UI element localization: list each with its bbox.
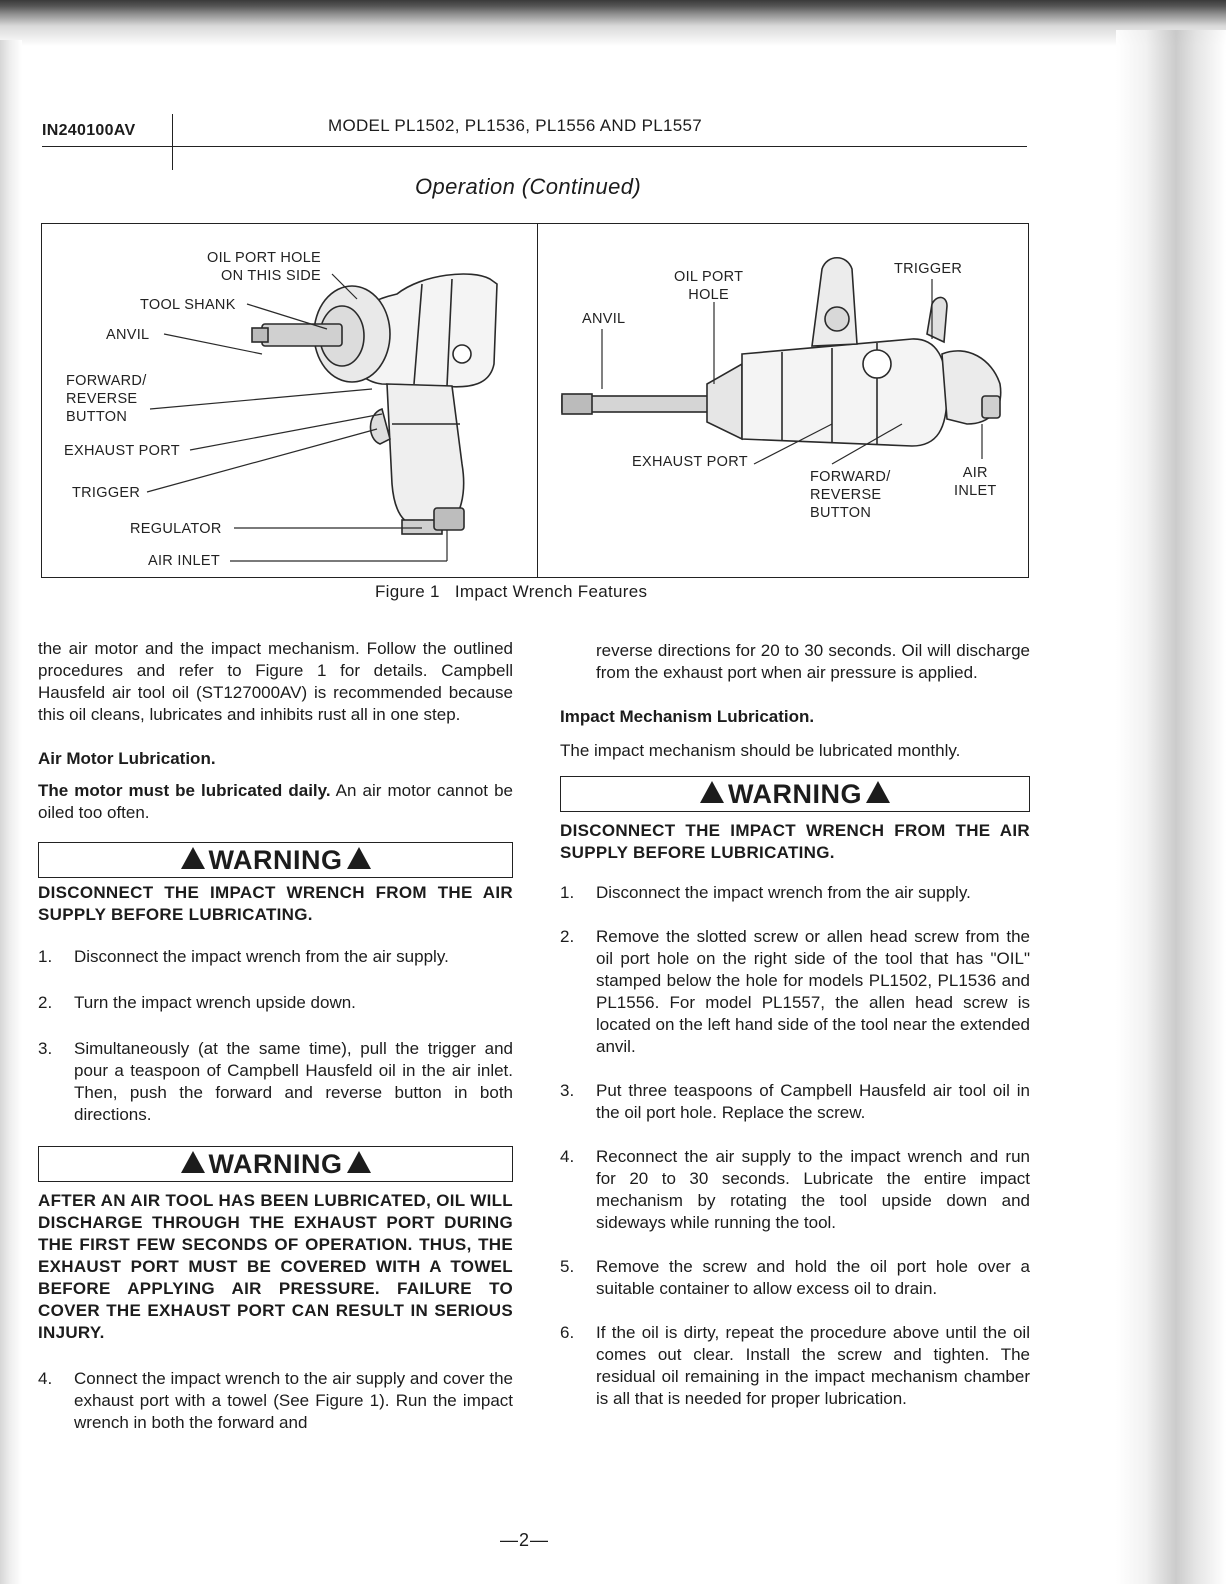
- left-step-4: [38, 1368, 513, 1434]
- warning-title: WARNING: [208, 845, 343, 875]
- step-number: 2.: [38, 993, 53, 1012]
- inline-wrench-drawing: [562, 258, 1001, 446]
- step-number: 6.: [560, 1323, 575, 1342]
- callout-anvil-right: ANVIL: [582, 311, 626, 327]
- right-step-2: [560, 926, 1030, 1058]
- scan-shadow-top: [0, 0, 1226, 50]
- page-number: —2—: [500, 1530, 550, 1550]
- continuation-paragraph: reverse directions for 20 to 30 seconds. Oil will discharge from the exhaust port when air pressure is applied.: [596, 641, 1030, 682]
- warning-text-2: AFTER AN AIR TOOL HAS BEEN LUBRICATED, OIL WILL DISCHARGE THROUGH THE EXHAUST PORT DURING THE FIRST FEW SECONDS OF OPERATION. THUS, THE EXHAUST PORT MUST BE COVERED WITH A TOWEL BEFORE APPLYING AIR PRESSURE. FAILURE TO COVER THE EXHAUST PORT CAN RESULT IN SERIOUS INJURY.: [38, 1191, 513, 1342]
- callout-exhaust-port: EXHAUST PORT: [64, 443, 180, 459]
- document-code: IN240100AV: [42, 122, 136, 139]
- warning-box-3: [560, 776, 1030, 812]
- step-text: Simultaneously (at the same time), pull the trigger and pour a teaspoon of Campbell Hausfeld oil in the air inlet. Then, push the forward and reverse button in both directions.: [74, 1039, 513, 1124]
- step-number: 3.: [38, 1039, 53, 1058]
- callout-air-inlet-right: AIR INLET: [954, 465, 997, 499]
- header-divider-tick: [172, 114, 173, 170]
- callout-regulator: REGULATOR: [130, 521, 222, 537]
- step-text: Turn the impact wrench upside down.: [74, 993, 356, 1012]
- right-step-3: [560, 1080, 1030, 1124]
- step-number: 5.: [560, 1257, 575, 1276]
- step-text: Remove the screw and hold the oil port hole over a suitable container to allow excess oil to drain.: [596, 1257, 1030, 1298]
- callout-forward-reverse-button: FORWARD/ REVERSE BUTTON: [66, 373, 147, 425]
- header-rule: [42, 146, 1027, 147]
- right-column: [560, 640, 1030, 1410]
- air-motor-heading: Air Motor Lubrication.: [38, 749, 216, 768]
- callout-trigger-right: TRIGGER: [894, 261, 963, 277]
- scan-shadow-right: [1116, 30, 1226, 1584]
- warning-triangle-icon: [700, 781, 724, 803]
- pistol-wrench-drawing: [252, 274, 497, 534]
- figure-1: [41, 223, 1029, 578]
- callout-forward-reverse-button-right: FORWARD/ REVERSE BUTTON: [810, 469, 891, 521]
- callout-oil-port-hole-right: OIL PORT HOLE: [674, 269, 744, 303]
- impact-mechanism-heading: Impact Mechanism Lubrication.: [560, 707, 815, 726]
- left-step-3: [38, 1038, 513, 1126]
- warning-triangle-icon: [866, 781, 890, 803]
- warning-triangle-icon: [181, 847, 205, 869]
- scan-shadow-left: [0, 40, 22, 1584]
- warning-box-2: [38, 1146, 513, 1182]
- warning-triangle-icon: [347, 847, 371, 869]
- callout-tool-shank: TOOL SHANK: [140, 297, 236, 313]
- step-text: If the oil is dirty, repeat the procedure above until the oil comes out clear. Install the screw and tighten. The residual oil remaining in the impact mechanism chamber is all that is needed for proper lubrication.: [596, 1323, 1030, 1408]
- step-number: 4.: [560, 1147, 575, 1166]
- callout-air-inlet: AIR INLET: [148, 553, 220, 569]
- left-step-1: [38, 946, 513, 968]
- air-motor-paragraph: [38, 780, 513, 824]
- air-motor-rest: An air motor cannot be oiled too often.: [38, 781, 513, 822]
- step-text: Put three teaspoons of Campbell Hausfeld air tool oil in the oil port hole. Replace the screw.: [596, 1081, 1030, 1122]
- step-number: 2.: [560, 927, 575, 946]
- warning-text-3: DISCONNECT THE IMPACT WRENCH FROM THE AIR SUPPLY BEFORE LUBRICATING.: [560, 821, 1030, 862]
- warning-title: WARNING: [208, 1149, 343, 1179]
- step-number: 3.: [560, 1081, 575, 1100]
- page-header: [42, 110, 1032, 170]
- step-text: Connect the impact wrench to the air supply and cover the exhaust port with a towel (See Figure 1). Run the impact wrench in both the forward and: [74, 1369, 513, 1432]
- right-step-6: [560, 1322, 1030, 1410]
- impact-mechanism-intro: The impact mechanism should be lubricated monthly.: [560, 741, 961, 760]
- warning-triangle-icon: [181, 1151, 205, 1173]
- air-motor-bold: The motor must be lubricated daily.: [38, 781, 331, 800]
- model-line: MODEL PL1502, PL1536, PL1556 AND PL1557: [328, 116, 702, 135]
- step-number: 1.: [38, 947, 53, 966]
- callout-anvil: ANVIL: [106, 327, 150, 343]
- step-text: Remove the slotted screw or allen head screw from the oil port hole on the right side of the tool that has "OIL" stamped below the hole for models PL1502, PL1536 and PL1556. For model PL1557, the allen head screw is located on the left hand side of the tool near the extended anvil.: [596, 927, 1030, 1056]
- right-step-5: [560, 1256, 1030, 1300]
- intro-paragraph: the air motor and the impact mechanism. Follow the outlined procedures and refer to Figure 1 for details. Campbell Hausfeld air tool oil (ST127000AV) is recommended because this oil cleans, lubricates and inhibits rust all in one step.: [38, 639, 513, 724]
- warning-box-1: [38, 842, 513, 878]
- right-step-1: [560, 882, 1030, 904]
- callout-exhaust-port-right: EXHAUST PORT: [632, 454, 748, 470]
- left-column: [38, 638, 513, 1434]
- figure-caption: Figure 1 Impact Wrench Features: [375, 582, 648, 601]
- section-title: Operation (Continued): [415, 174, 642, 199]
- warning-title: WARNING: [728, 779, 862, 809]
- step-text: Disconnect the impact wrench from the air supply.: [74, 947, 449, 966]
- right-step-4: [560, 1146, 1030, 1234]
- warning-text-1: DISCONNECT THE IMPACT WRENCH FROM THE AIR SUPPLY BEFORE LUBRICATING.: [38, 883, 513, 924]
- callout-oil-port-hole: OIL PORT HOLE ON THIS SIDE: [207, 250, 322, 284]
- warning-triangle-icon: [347, 1151, 371, 1173]
- step-number: 4.: [38, 1369, 53, 1388]
- step-number: 1.: [560, 883, 575, 902]
- callout-trigger: TRIGGER: [72, 485, 141, 501]
- step-text: Reconnect the air supply to the impact wrench and run for 20 to 30 seconds. Lubricate the entire impact mechanism by rotating the tool upside down and sideways while running the tool.: [596, 1147, 1030, 1232]
- step-text: Disconnect the impact wrench from the air supply.: [596, 883, 971, 902]
- left-step-2: [38, 992, 513, 1014]
